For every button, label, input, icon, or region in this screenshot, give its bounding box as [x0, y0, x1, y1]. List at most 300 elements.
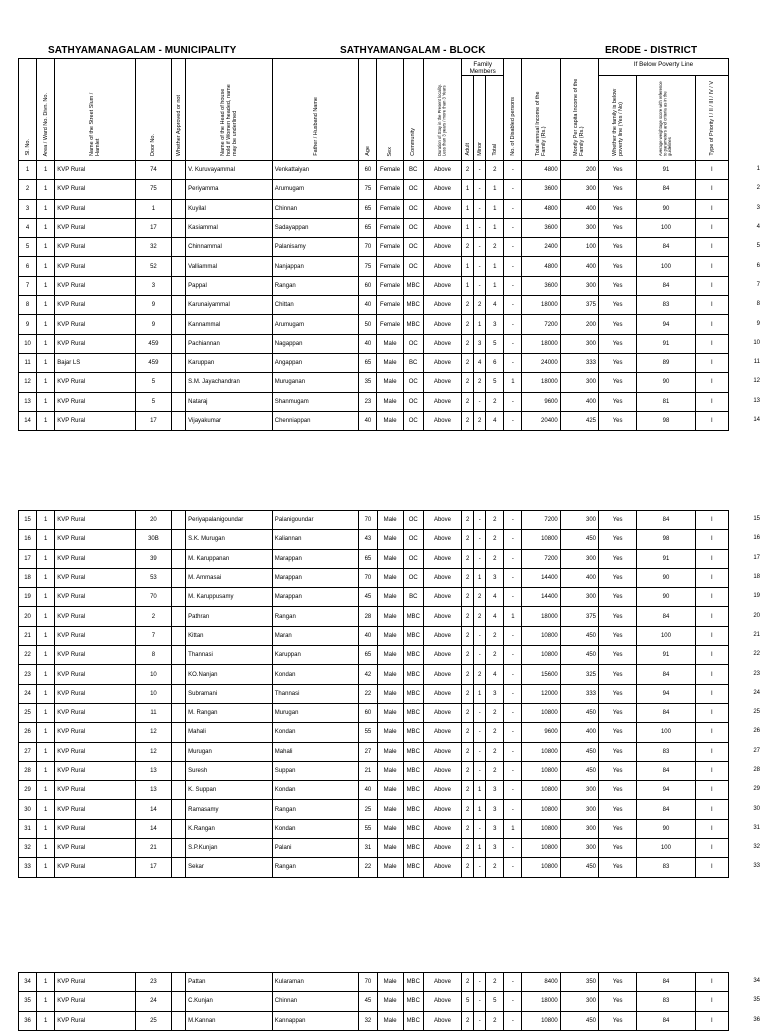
- cell-sl: 31: [19, 819, 37, 838]
- cell-sl: 21: [19, 626, 37, 645]
- cell-adult: 1: [462, 257, 474, 276]
- side-serial-number: 15: [753, 516, 760, 523]
- side-serial-number: 23: [753, 670, 760, 677]
- table-row: [19, 257, 729, 276]
- cell-minor: -: [474, 819, 486, 838]
- side-serial-number: 26: [753, 728, 760, 735]
- table-row: [19, 607, 729, 626]
- cell-total: 2: [486, 646, 504, 665]
- table-row: [19, 646, 729, 665]
- table-row: [19, 665, 729, 684]
- cell-age: 40: [359, 296, 377, 315]
- cell-door: 459: [135, 353, 171, 372]
- cell-bpl: Yes: [599, 334, 637, 353]
- cell-minor: -: [474, 703, 486, 722]
- cell-ward: 1: [37, 646, 55, 665]
- cell-bpl: Yes: [599, 684, 637, 703]
- cell-sex: Female: [377, 199, 403, 218]
- cell-total: 2: [486, 723, 504, 742]
- col-sex: Sex: [377, 59, 403, 161]
- cell-head: S.M. Jayachandran: [186, 373, 273, 392]
- cell-age: 43: [359, 530, 377, 549]
- cell-head: Thannasi: [186, 646, 273, 665]
- side-serial-number: 25: [753, 709, 760, 716]
- cell-income: 9600: [522, 723, 560, 742]
- cell-adult: 2: [462, 315, 474, 334]
- cell-adult: 2: [462, 392, 474, 411]
- cell-bpl: Yes: [599, 276, 637, 295]
- cell-sl: 26: [19, 723, 37, 742]
- cell-duration: Above: [423, 665, 461, 684]
- cell-head: Karuppan: [186, 353, 273, 372]
- cell-age: 28: [359, 607, 377, 626]
- cell-income: 8400: [522, 973, 560, 992]
- cell-adult: 2: [462, 511, 474, 530]
- cell-community: OC: [403, 238, 423, 257]
- cell-age: 40: [359, 411, 377, 430]
- cell-bpl: Yes: [599, 742, 637, 761]
- cell-street: KVP Rural: [55, 607, 136, 626]
- cell-income: 4800: [522, 161, 560, 180]
- cell-ward: 1: [37, 819, 55, 838]
- cell-income: 10800: [522, 858, 560, 877]
- cell-per-capita: 300: [560, 549, 598, 568]
- cell-adult: 2: [462, 296, 474, 315]
- cell-father: Murugan: [272, 703, 359, 722]
- cell-total: 2: [486, 858, 504, 877]
- cell-community: OC: [403, 549, 423, 568]
- cell-father: Muruganan: [272, 373, 359, 392]
- cell-duration: Above: [423, 839, 461, 858]
- col-priority: Type of Priority I / II / III / IV / V: [695, 76, 728, 161]
- cell-community: MBC: [403, 858, 423, 877]
- cell-age: 45: [359, 992, 377, 1011]
- cell-priority: I: [695, 161, 728, 180]
- side-serial-number: 20: [753, 612, 760, 619]
- cell-door: 5: [135, 373, 171, 392]
- cell-total: 1: [486, 218, 504, 237]
- cell-head: S.P.Kunjan: [186, 839, 273, 858]
- cell-door: 74: [135, 161, 171, 180]
- cell-age: 35: [359, 373, 377, 392]
- municipality-title: SATHYAMANAGALAM - MUNICIPALITY: [48, 45, 237, 56]
- cell-disabled: -: [504, 723, 522, 742]
- cell-minor: 1: [474, 800, 486, 819]
- side-serial-number: 11: [753, 359, 760, 366]
- cell-community: OC: [403, 530, 423, 549]
- cell-approved: [172, 199, 186, 218]
- cell-bpl: Yes: [599, 819, 637, 838]
- cell-priority: I: [695, 218, 728, 237]
- cell-father: Kondan: [272, 819, 359, 838]
- cell-total: 2: [486, 530, 504, 549]
- cell-adult: 2: [462, 761, 474, 780]
- cell-total: 2: [486, 973, 504, 992]
- cell-adult: 2: [462, 742, 474, 761]
- cell-age: 60: [359, 161, 377, 180]
- cell-income: 10800: [522, 781, 560, 800]
- cell-total: 4: [486, 607, 504, 626]
- cell-sex: Male: [377, 626, 403, 645]
- cell-disabled: -: [504, 588, 522, 607]
- cell-income: 4800: [522, 257, 560, 276]
- cell-door: 459: [135, 334, 171, 353]
- cell-ward: 1: [37, 839, 55, 858]
- cell-adult: 2: [462, 411, 474, 430]
- cell-community: OC: [403, 511, 423, 530]
- cell-father: Palani: [272, 839, 359, 858]
- cell-head: K.Rangan: [186, 819, 273, 838]
- cell-disabled: -: [504, 781, 522, 800]
- cell-head: Valliammal: [186, 257, 273, 276]
- cell-income: 14400: [522, 568, 560, 587]
- cell-per-capita: 425: [560, 411, 598, 430]
- cell-community: OC: [403, 199, 423, 218]
- col-weightage: Average weightage score with reference to parameters and criteria as in the guidelines: [637, 76, 695, 161]
- cell-age: 22: [359, 858, 377, 877]
- cell-priority: I: [695, 511, 728, 530]
- cell-head: Kuyilal: [186, 199, 273, 218]
- cell-per-capita: 300: [560, 839, 598, 858]
- cell-sex: Male: [377, 665, 403, 684]
- cell-total: 2: [486, 761, 504, 780]
- cell-per-capita: 450: [560, 626, 598, 645]
- col-street: Name of the Street Slum / Hamlet: [55, 59, 136, 161]
- cell-income: 18000: [522, 607, 560, 626]
- cell-score: 81: [637, 392, 695, 411]
- cell-sl: 16: [19, 530, 37, 549]
- cell-total: 3: [486, 781, 504, 800]
- col-sl-no: Sl. No.: [19, 59, 37, 161]
- cell-score: 84: [637, 665, 695, 684]
- cell-income: 7200: [522, 511, 560, 530]
- cell-age: 32: [359, 1011, 377, 1030]
- cell-adult: 2: [462, 839, 474, 858]
- cell-head: Kannammal: [186, 315, 273, 334]
- cell-approved: [172, 819, 186, 838]
- cell-sex: Male: [377, 549, 403, 568]
- block-title: SATHYAMANGALAM - BLOCK: [340, 45, 486, 56]
- cell-community: MBC: [403, 992, 423, 1011]
- cell-minor: -: [474, 530, 486, 549]
- col-disabled: No. of Disabled persons: [504, 59, 522, 161]
- cell-ward: 1: [37, 315, 55, 334]
- cell-per-capita: 333: [560, 353, 598, 372]
- cell-bpl: Yes: [599, 1011, 637, 1030]
- cell-total: 5: [486, 334, 504, 353]
- cell-income: 9600: [522, 392, 560, 411]
- cell-priority: I: [695, 238, 728, 257]
- cell-minor: 2: [474, 411, 486, 430]
- cell-priority: I: [695, 353, 728, 372]
- cell-door: 1: [135, 199, 171, 218]
- cell-sex: Female: [377, 218, 403, 237]
- table-row: [19, 334, 729, 353]
- cell-disabled: -: [504, 238, 522, 257]
- table-row: [19, 161, 729, 180]
- side-serial-number: 6: [756, 262, 760, 269]
- cell-minor: 2: [474, 665, 486, 684]
- cell-adult: 2: [462, 549, 474, 568]
- cell-approved: [172, 353, 186, 372]
- cell-ward: 1: [37, 218, 55, 237]
- cell-sl: 23: [19, 665, 37, 684]
- cell-head: Mahali: [186, 723, 273, 742]
- cell-age: 40: [359, 781, 377, 800]
- cell-father: Kannappan: [272, 1011, 359, 1030]
- cell-per-capita: 300: [560, 180, 598, 199]
- cell-sl: 18: [19, 568, 37, 587]
- cell-adult: 2: [462, 626, 474, 645]
- cell-priority: I: [695, 568, 728, 587]
- cell-income: 10800: [522, 530, 560, 549]
- cell-father: Rangan: [272, 276, 359, 295]
- cell-father: Shanmugam: [272, 392, 359, 411]
- cell-adult: 1: [462, 180, 474, 199]
- cell-street: KVP Rural: [55, 588, 136, 607]
- cell-minor: -: [474, 723, 486, 742]
- cell-approved: [172, 411, 186, 430]
- cell-father: Palanisamy: [272, 238, 359, 257]
- cell-head: C.Kunjan: [186, 992, 273, 1011]
- cell-father: Kondan: [272, 723, 359, 742]
- cell-door: 9: [135, 315, 171, 334]
- cell-per-capita: 200: [560, 161, 598, 180]
- cell-bpl: Yes: [599, 646, 637, 665]
- cell-sl: 7: [19, 276, 37, 295]
- table-row: [19, 392, 729, 411]
- cell-father: Marappan: [272, 549, 359, 568]
- cell-adult: 2: [462, 353, 474, 372]
- cell-minor: -: [474, 858, 486, 877]
- cell-community: BC: [403, 588, 423, 607]
- cell-income: 24000: [522, 353, 560, 372]
- cell-approved: [172, 626, 186, 645]
- cell-door: 24: [135, 992, 171, 1011]
- cell-minor: -: [474, 992, 486, 1011]
- cell-sex: Male: [377, 992, 403, 1011]
- cell-duration: Above: [423, 781, 461, 800]
- cell-community: MBC: [403, 703, 423, 722]
- cell-minor: 2: [474, 607, 486, 626]
- table-row: [19, 276, 729, 295]
- table-row: [19, 858, 729, 877]
- cell-income: 15600: [522, 665, 560, 684]
- cell-ward: 1: [37, 781, 55, 800]
- cell-head: Murugan: [186, 742, 273, 761]
- cell-sl: 29: [19, 781, 37, 800]
- cell-approved: [172, 296, 186, 315]
- cell-sex: Male: [377, 839, 403, 858]
- cell-duration: Above: [423, 276, 461, 295]
- cell-per-capita: 300: [560, 373, 598, 392]
- cell-duration: Above: [423, 315, 461, 334]
- cell-door: 21: [135, 839, 171, 858]
- cell-total: 2: [486, 742, 504, 761]
- cell-community: MBC: [403, 646, 423, 665]
- cell-age: 55: [359, 819, 377, 838]
- cell-age: 45: [359, 588, 377, 607]
- cell-approved: [172, 723, 186, 742]
- table-row: [19, 742, 729, 761]
- side-serial-number: 2: [756, 185, 760, 192]
- cell-priority: I: [695, 626, 728, 645]
- cell-sex: Male: [377, 1011, 403, 1030]
- cell-sex: Male: [377, 703, 403, 722]
- cell-disabled: -: [504, 703, 522, 722]
- side-serial-number: 8: [756, 301, 760, 308]
- cell-sex: Male: [377, 607, 403, 626]
- cell-total: 5: [486, 373, 504, 392]
- cell-priority: I: [695, 180, 728, 199]
- table-row: [19, 315, 729, 334]
- cell-bpl: Yes: [599, 839, 637, 858]
- cell-ward: 1: [37, 665, 55, 684]
- table-row: [19, 800, 729, 819]
- cell-sl: 33: [19, 858, 37, 877]
- cell-minor: -: [474, 1011, 486, 1030]
- cell-door: 12: [135, 742, 171, 761]
- cell-street: KVP Rural: [55, 800, 136, 819]
- cell-ward: 1: [37, 199, 55, 218]
- table-row: [19, 218, 729, 237]
- cell-street: KVP Rural: [55, 761, 136, 780]
- cell-ward: 1: [37, 530, 55, 549]
- cell-duration: Above: [423, 373, 461, 392]
- cell-sex: Male: [377, 392, 403, 411]
- cell-head: Pappal: [186, 276, 273, 295]
- cell-disabled: 1: [504, 373, 522, 392]
- cell-approved: [172, 218, 186, 237]
- cell-duration: Above: [423, 742, 461, 761]
- cell-score: 84: [637, 973, 695, 992]
- col-income: Total annual Income of the Family (Rs.): [522, 59, 560, 161]
- cell-bpl: Yes: [599, 353, 637, 372]
- col-per-capita: Montly Per capita Income of the Family (Rs.): [560, 59, 598, 161]
- cell-ward: 1: [37, 411, 55, 430]
- cell-street: KVP Rural: [55, 334, 136, 353]
- cell-per-capita: 400: [560, 257, 598, 276]
- cell-ward: 1: [37, 373, 55, 392]
- cell-score: 83: [637, 296, 695, 315]
- cell-adult: 2: [462, 684, 474, 703]
- cell-duration: Above: [423, 549, 461, 568]
- cell-street: KVP Rural: [55, 1011, 136, 1030]
- table-row: [19, 839, 729, 858]
- cell-score: 90: [637, 199, 695, 218]
- cell-income: 4800: [522, 199, 560, 218]
- cell-disabled: -: [504, 568, 522, 587]
- cell-father: Marappan: [272, 588, 359, 607]
- cell-disabled: -: [504, 742, 522, 761]
- cell-adult: 2: [462, 781, 474, 800]
- cell-total: 1: [486, 257, 504, 276]
- cell-minor: -: [474, 218, 486, 237]
- cell-duration: Above: [423, 353, 461, 372]
- cell-adult: 1: [462, 218, 474, 237]
- cell-door: 12: [135, 723, 171, 742]
- cell-adult: 2: [462, 334, 474, 353]
- cell-duration: Above: [423, 218, 461, 237]
- cell-head: Pathran: [186, 607, 273, 626]
- cell-total: 4: [486, 588, 504, 607]
- cell-head: Suresh: [186, 761, 273, 780]
- cell-father: Chinnan: [272, 199, 359, 218]
- cell-street: KVP Rural: [55, 781, 136, 800]
- cell-head: Chinnammal: [186, 238, 273, 257]
- cell-street: KVP Rural: [55, 315, 136, 334]
- cell-ward: 1: [37, 973, 55, 992]
- cell-income: 20400: [522, 411, 560, 430]
- cell-minor: 4: [474, 353, 486, 372]
- cell-approved: [172, 180, 186, 199]
- cell-per-capita: 300: [560, 800, 598, 819]
- cell-head: Karunaiyammal: [186, 296, 273, 315]
- cell-bpl: Yes: [599, 411, 637, 430]
- cell-bpl: Yes: [599, 626, 637, 645]
- cell-head: Nataraj: [186, 392, 273, 411]
- cell-approved: [172, 257, 186, 276]
- cell-disabled: -: [504, 761, 522, 780]
- cell-approved: [172, 665, 186, 684]
- cell-priority: I: [695, 411, 728, 430]
- cell-score: 100: [637, 218, 695, 237]
- table-row: [19, 1011, 729, 1030]
- cell-age: 75: [359, 180, 377, 199]
- cell-street: KVP Rural: [55, 703, 136, 722]
- cell-per-capita: 300: [560, 819, 598, 838]
- cell-adult: 5: [462, 992, 474, 1011]
- cell-minor: -: [474, 646, 486, 665]
- cell-head: K. Suppan: [186, 781, 273, 800]
- cell-age: 70: [359, 238, 377, 257]
- cell-total: 3: [486, 568, 504, 587]
- cell-score: 84: [637, 761, 695, 780]
- cell-door: 17: [135, 858, 171, 877]
- cell-father: Kondan: [272, 781, 359, 800]
- cell-minor: -: [474, 180, 486, 199]
- cell-income: 14400: [522, 588, 560, 607]
- cell-approved: [172, 588, 186, 607]
- side-serial-number: 33: [753, 863, 760, 870]
- col-bpl-group: If Below Poverty Line: [599, 59, 729, 76]
- cell-street: KVP Rural: [55, 992, 136, 1011]
- cell-score: 84: [637, 276, 695, 295]
- cell-door: 13: [135, 761, 171, 780]
- cell-income: 7200: [522, 549, 560, 568]
- cell-sl: 28: [19, 761, 37, 780]
- cell-income: 3600: [522, 180, 560, 199]
- cell-community: OC: [403, 257, 423, 276]
- table-row: [19, 180, 729, 199]
- cell-community: MBC: [403, 1011, 423, 1030]
- side-serial-number: 18: [753, 574, 760, 581]
- cell-approved: [172, 1011, 186, 1030]
- cell-disabled: -: [504, 180, 522, 199]
- cell-income: 3600: [522, 218, 560, 237]
- cell-father: Palanigoundar: [272, 511, 359, 530]
- cell-approved: [172, 684, 186, 703]
- cell-father: Chenniappan: [272, 411, 359, 430]
- cell-approved: [172, 276, 186, 295]
- cell-head: KO.Nanjan: [186, 665, 273, 684]
- cell-age: 75: [359, 257, 377, 276]
- table-row: [19, 781, 729, 800]
- cell-disabled: -: [504, 626, 522, 645]
- cell-minor: -: [474, 742, 486, 761]
- cell-community: MBC: [403, 315, 423, 334]
- cell-sex: Male: [377, 973, 403, 992]
